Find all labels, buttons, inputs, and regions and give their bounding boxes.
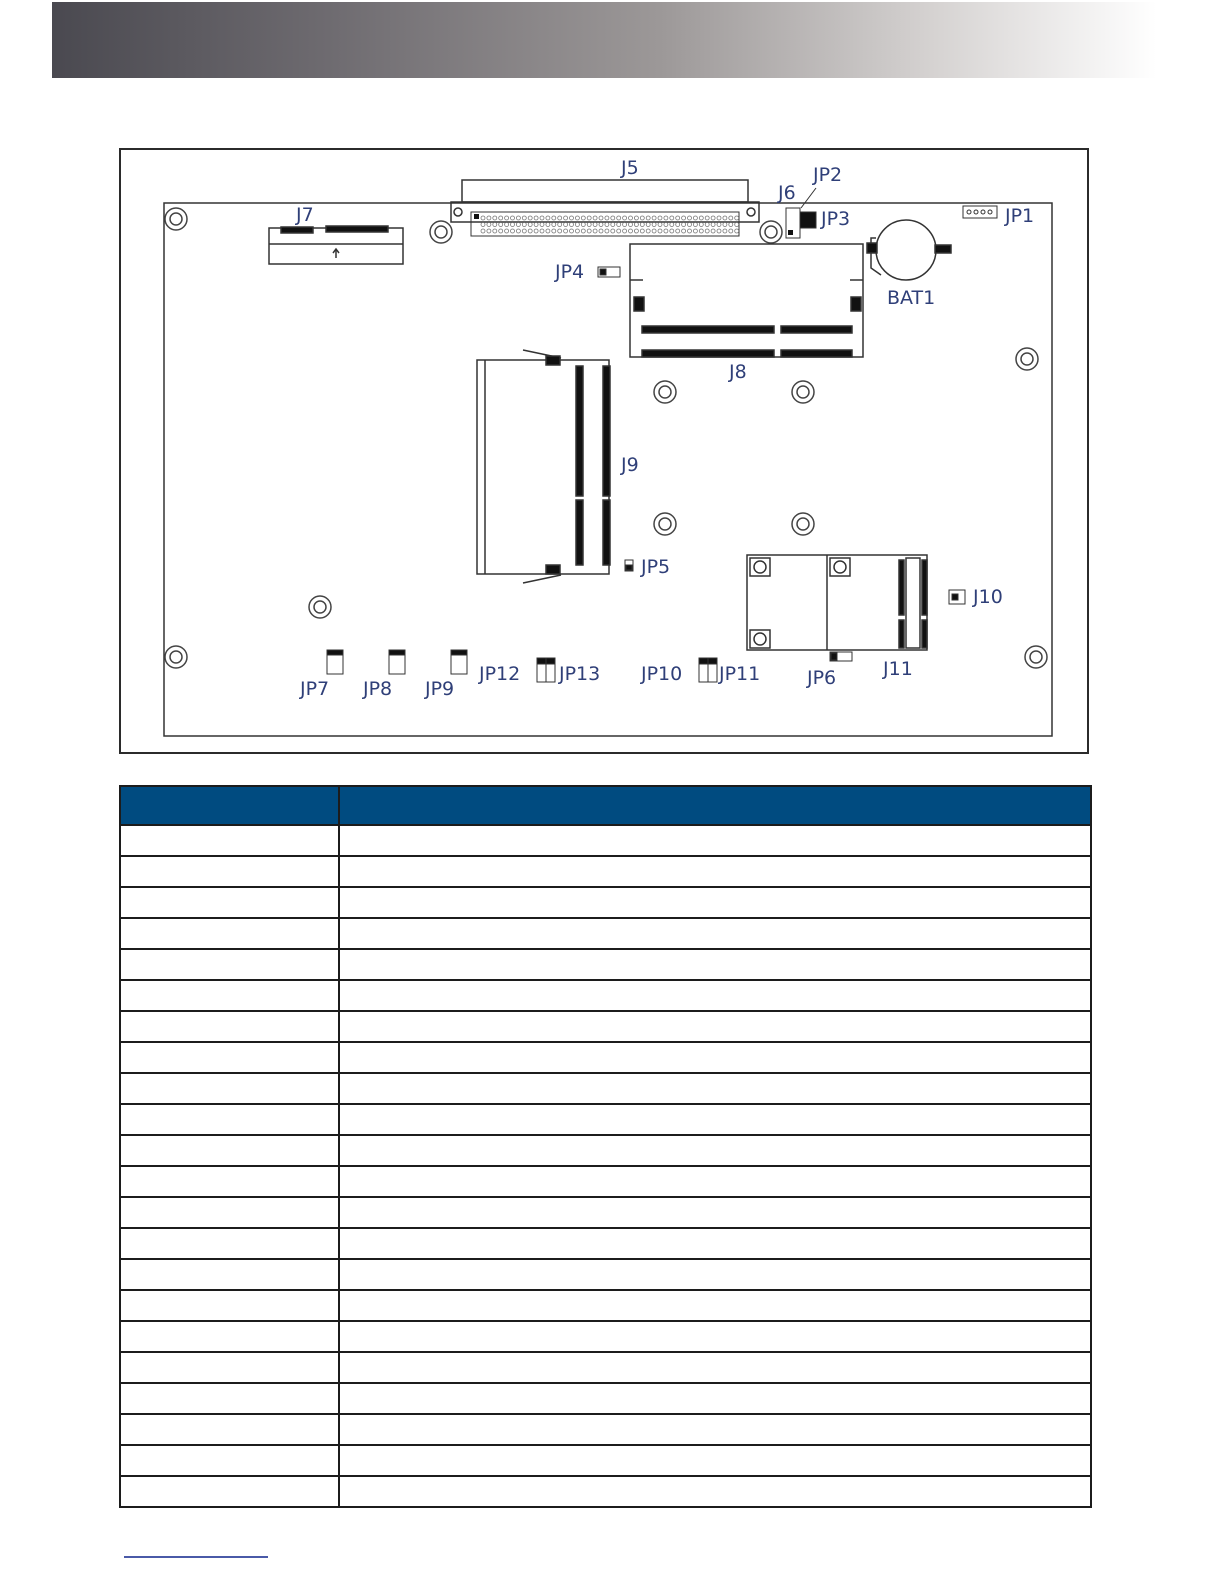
table-cell-description xyxy=(339,1383,1091,1414)
j5-pin xyxy=(664,229,668,233)
table-cell-description xyxy=(339,980,1091,1011)
j5-pin xyxy=(581,216,585,220)
label-j6: J6 xyxy=(778,182,796,204)
j5-pin xyxy=(711,216,715,220)
table-cell-description xyxy=(339,1166,1091,1197)
table-cell-description xyxy=(339,1290,1091,1321)
j5-pin xyxy=(629,216,633,220)
j5-pin xyxy=(522,223,526,227)
label-jp10: JP10 xyxy=(641,663,683,685)
table-cell-description xyxy=(339,1476,1091,1507)
table-cell-description xyxy=(339,856,1091,887)
j5-pin xyxy=(593,216,597,220)
mounting-hole xyxy=(430,221,452,243)
j5-pin xyxy=(587,229,591,233)
jp4-header xyxy=(598,267,620,277)
j5-pin xyxy=(688,216,692,220)
j5-pin xyxy=(711,229,715,233)
table-row xyxy=(120,1352,1091,1383)
j5-pin xyxy=(493,223,497,227)
j5-pin xyxy=(534,229,538,233)
table-cell-description xyxy=(339,1042,1091,1073)
j5-pin xyxy=(623,223,627,227)
j5-pin xyxy=(711,223,715,227)
label-jp2: JP2 xyxy=(813,164,843,186)
label-j10: J10 xyxy=(973,586,1003,608)
j5-pin xyxy=(705,229,709,233)
label-jp4: JP4 xyxy=(555,261,585,283)
j5-pin xyxy=(499,223,503,227)
table-row xyxy=(120,1166,1091,1197)
j5-pin xyxy=(505,216,509,220)
j5-pin xyxy=(481,229,485,233)
j5-pin xyxy=(682,223,686,227)
mounting-hole xyxy=(654,381,676,403)
table-row xyxy=(120,1135,1091,1166)
j5-pin xyxy=(564,216,568,220)
j5-pin xyxy=(599,229,603,233)
j5-pin xyxy=(705,216,709,220)
table-cell-item xyxy=(120,1259,339,1290)
connector-table xyxy=(119,785,1092,1508)
j5-pin xyxy=(487,223,491,227)
table-row xyxy=(120,1073,1091,1104)
j5-pin xyxy=(717,223,721,227)
j5-pin xyxy=(481,223,485,227)
j5-pin xyxy=(593,229,597,233)
table-row xyxy=(120,949,1091,980)
j5-pin xyxy=(664,216,668,220)
j5-pin xyxy=(646,229,650,233)
j5-pin xyxy=(729,216,733,220)
jp8-header xyxy=(389,650,405,674)
j5-pin xyxy=(540,229,544,233)
j5-pin xyxy=(688,223,692,227)
table-cell-description xyxy=(339,1073,1091,1104)
table-cell-description xyxy=(339,1445,1091,1476)
mounting-hole xyxy=(165,208,187,230)
j9-sodimm-slot xyxy=(477,350,610,583)
j5-pin xyxy=(564,229,568,233)
j5-pin xyxy=(516,223,520,227)
table-cell-description xyxy=(339,1135,1091,1166)
j5-pin xyxy=(617,216,621,220)
footer-link-underline xyxy=(124,1556,268,1558)
j5-pin xyxy=(652,223,656,227)
j5-pin xyxy=(599,216,603,220)
j5-pin xyxy=(646,223,650,227)
j5-pin xyxy=(634,223,638,227)
j5-pin xyxy=(658,229,662,233)
table-cell-item xyxy=(120,918,339,949)
table-cell-description xyxy=(339,1104,1091,1135)
j5-pin xyxy=(623,229,627,233)
j5-pin xyxy=(670,216,674,220)
j5-pin xyxy=(546,216,550,220)
j5-pin xyxy=(534,223,538,227)
j5-pin xyxy=(528,223,532,227)
label-jp9: JP9 xyxy=(425,678,455,700)
label-jp3: JP3 xyxy=(821,208,851,230)
j5-pin xyxy=(658,223,662,227)
j5-pin xyxy=(570,229,574,233)
table-cell-item xyxy=(120,1073,339,1104)
j5-pin xyxy=(575,223,579,227)
j5-pin xyxy=(699,216,703,220)
table-row xyxy=(120,1445,1091,1476)
label-jp6: JP6 xyxy=(807,667,837,689)
j5-pin xyxy=(511,223,515,227)
j5-pin xyxy=(605,229,609,233)
table-cell-description xyxy=(339,1321,1091,1352)
label-j8: J8 xyxy=(729,361,747,383)
j5-pin xyxy=(558,223,562,227)
table-cell-description xyxy=(339,949,1091,980)
j5-pin xyxy=(611,216,615,220)
j5-pin xyxy=(629,223,633,227)
j5-pin xyxy=(717,229,721,233)
j5-pin xyxy=(623,216,627,220)
mounting-hole xyxy=(309,596,331,618)
j5-pin xyxy=(640,216,644,220)
j5-pin xyxy=(516,216,520,220)
j5-pin xyxy=(646,216,650,220)
j5-pin xyxy=(664,223,668,227)
table-row xyxy=(120,1321,1091,1352)
table-cell-description xyxy=(339,887,1091,918)
table-row xyxy=(120,1011,1091,1042)
header-band xyxy=(52,2,1157,78)
table-cell-item xyxy=(120,887,339,918)
mounting-hole xyxy=(165,646,187,668)
j5-pin xyxy=(723,223,727,227)
j5-pin xyxy=(617,229,621,233)
table-cell-item xyxy=(120,1321,339,1352)
table-row xyxy=(120,887,1091,918)
label-jp13: JP13 xyxy=(559,663,601,685)
table-cell-description xyxy=(339,1352,1091,1383)
j5-pin xyxy=(652,216,656,220)
table-cell-item xyxy=(120,1166,339,1197)
j5-connector xyxy=(451,180,759,236)
j5-pin xyxy=(735,216,739,220)
j5-pin xyxy=(564,223,568,227)
table-cell-item xyxy=(120,980,339,1011)
j5-pin xyxy=(522,229,526,233)
j5-pin xyxy=(605,216,609,220)
j5-pin xyxy=(693,223,697,227)
j5-pin xyxy=(505,223,509,227)
j5-pin xyxy=(634,216,638,220)
j5-pin xyxy=(693,216,697,220)
table-cell-item xyxy=(120,1104,339,1135)
j5-pin xyxy=(499,229,503,233)
table-cell-item xyxy=(120,1135,339,1166)
table-row xyxy=(120,1383,1091,1414)
jp1-header xyxy=(963,206,997,218)
j5-pin xyxy=(640,223,644,227)
table-cell-description xyxy=(339,1197,1091,1228)
table-row xyxy=(120,856,1091,887)
j5-pin xyxy=(729,223,733,227)
table-cell-item xyxy=(120,1414,339,1445)
j5-pin xyxy=(540,216,544,220)
jp9-header xyxy=(451,650,467,674)
table-cell-item xyxy=(120,1011,339,1042)
j5-pin xyxy=(723,229,727,233)
j5-pin xyxy=(570,216,574,220)
mounting-hole xyxy=(1016,348,1038,370)
j5-pin xyxy=(552,216,556,220)
j5-pin xyxy=(670,223,674,227)
table-cell-item xyxy=(120,1042,339,1073)
table-cell-item xyxy=(120,1445,339,1476)
j5-pin xyxy=(693,229,697,233)
table-cell-description xyxy=(339,1414,1091,1445)
j5-pin xyxy=(735,229,739,233)
bat1-battery xyxy=(867,220,951,280)
label-j5: J5 xyxy=(621,157,639,179)
table-cell-item xyxy=(120,1476,339,1507)
j5-pin xyxy=(552,223,556,227)
j5-pin xyxy=(493,229,497,233)
j5-pin xyxy=(676,223,680,227)
j5-pin xyxy=(670,229,674,233)
label-j11: J11 xyxy=(883,658,913,680)
j11-minipcie-slot xyxy=(747,555,927,650)
j5-pin xyxy=(593,223,597,227)
j5-pin xyxy=(634,229,638,233)
j5-pin xyxy=(505,229,509,233)
j5-pin xyxy=(705,223,709,227)
jp5-header xyxy=(625,560,633,571)
board-layout-diagram xyxy=(119,148,1089,754)
table-header-cell xyxy=(339,786,1091,825)
j5-pin xyxy=(570,223,574,227)
j5-pin xyxy=(729,229,733,233)
j5-pin xyxy=(558,229,562,233)
mounting-hole xyxy=(792,381,814,403)
table-row xyxy=(120,1476,1091,1507)
j5-pin xyxy=(699,229,703,233)
mounting-hole xyxy=(760,221,782,243)
j5-pin xyxy=(511,216,515,220)
label-jp5: JP5 xyxy=(641,556,671,578)
table-row xyxy=(120,918,1091,949)
j5-pin xyxy=(611,229,615,233)
jp12-jp13-header xyxy=(537,658,555,682)
table-cell-item xyxy=(120,1352,339,1383)
table-cell-item xyxy=(120,856,339,887)
j5-pin xyxy=(723,216,727,220)
j5-pin xyxy=(528,216,532,220)
j5-pin xyxy=(552,229,556,233)
j5-pin xyxy=(487,216,491,220)
label-j9: J9 xyxy=(621,454,639,476)
table-cell-item xyxy=(120,1383,339,1414)
j5-pin xyxy=(528,229,532,233)
table-cell-item xyxy=(120,1197,339,1228)
j5-pin xyxy=(581,223,585,227)
j5-pin xyxy=(587,223,591,227)
table-row xyxy=(120,1042,1091,1073)
j5-pin xyxy=(605,223,609,227)
table-cell-description xyxy=(339,1259,1091,1290)
j10-header xyxy=(949,590,965,604)
mounting-hole xyxy=(792,513,814,535)
j5-pin xyxy=(676,229,680,233)
j5-pin xyxy=(546,223,550,227)
j8-sodimm-slot xyxy=(630,244,863,357)
j5-pin xyxy=(511,229,515,233)
label-j7: J7 xyxy=(296,204,314,226)
jp7-header xyxy=(327,650,343,674)
j5-pin xyxy=(676,216,680,220)
mounting-hole xyxy=(1025,646,1047,668)
j5-pin xyxy=(611,223,615,227)
connector-table-wrapper xyxy=(119,785,1090,1508)
jp6-header xyxy=(830,652,852,661)
j5-pin xyxy=(516,229,520,233)
table-row xyxy=(120,825,1091,856)
table-row xyxy=(120,1259,1091,1290)
j5-pin xyxy=(599,223,603,227)
label-jp8: JP8 xyxy=(363,678,393,700)
table-row xyxy=(120,1228,1091,1259)
table-cell-description xyxy=(339,825,1091,856)
j5-pin xyxy=(640,229,644,233)
j5-pin-array xyxy=(481,216,739,233)
j5-pin xyxy=(481,216,485,220)
table-row xyxy=(120,1104,1091,1135)
table-row xyxy=(120,1414,1091,1445)
table-cell-item xyxy=(120,825,339,856)
j5-pin xyxy=(581,229,585,233)
label-jp1: JP1 xyxy=(1005,205,1035,227)
table-body xyxy=(120,825,1091,1507)
j5-pin xyxy=(575,216,579,220)
j5-pin xyxy=(587,216,591,220)
j5-pin xyxy=(540,223,544,227)
j5-pin xyxy=(682,229,686,233)
j5-pin xyxy=(688,229,692,233)
j7-connector xyxy=(269,226,403,264)
j5-pin xyxy=(493,216,497,220)
mounting-hole xyxy=(654,513,676,535)
j5-pin xyxy=(499,216,503,220)
table-header-row xyxy=(120,786,1091,825)
j5-pin xyxy=(575,229,579,233)
jp10-jp11-header xyxy=(699,658,717,682)
j5-pin xyxy=(558,216,562,220)
table-row xyxy=(120,1197,1091,1228)
label-jp7: JP7 xyxy=(300,678,330,700)
j5-pin xyxy=(487,229,491,233)
j5-pin xyxy=(735,223,739,227)
table-row xyxy=(120,1290,1091,1321)
j5-pin xyxy=(717,216,721,220)
table-cell-item xyxy=(120,1290,339,1321)
table-cell-description xyxy=(339,1228,1091,1259)
label-bat1: BAT1 xyxy=(887,287,936,309)
j5-pin xyxy=(682,216,686,220)
j5-pin xyxy=(534,216,538,220)
board-layout-svg xyxy=(121,150,1087,752)
table-cell-item xyxy=(120,949,339,980)
table-cell-description xyxy=(339,918,1091,949)
j5-pin xyxy=(658,216,662,220)
label-jp11: JP11 xyxy=(719,663,761,685)
j5-pin xyxy=(629,229,633,233)
label-jp12: JP12 xyxy=(479,663,521,685)
table-cell-description xyxy=(339,1011,1091,1042)
j5-pin xyxy=(617,223,621,227)
j5-pin xyxy=(699,223,703,227)
table-row xyxy=(120,980,1091,1011)
table-cell-item xyxy=(120,1228,339,1259)
j5-pin xyxy=(522,216,526,220)
table-header-cell xyxy=(120,786,339,825)
j5-pin xyxy=(546,229,550,233)
j5-pin xyxy=(652,229,656,233)
